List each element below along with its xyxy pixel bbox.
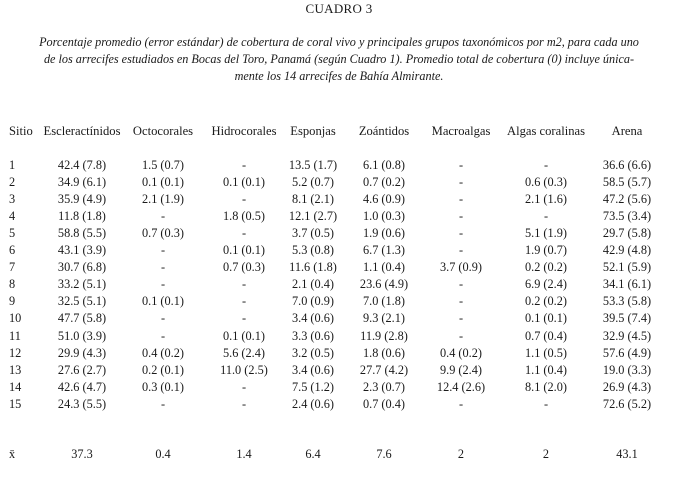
table-cell: 3.3 (0.6) (291, 328, 334, 343)
table-cell: 3.7 (0.9) (439, 260, 482, 275)
site-number: 8 (9, 277, 16, 292)
table-cell: - (241, 311, 247, 326)
mean-cell: 7.6 (376, 447, 392, 461)
table-cell: - (241, 226, 247, 241)
table-cell: 7.0 (1.8) (362, 294, 405, 309)
table-cell: 6.1 (0.8) (362, 158, 405, 172)
table-cell: 11.9 (2.8) (360, 328, 408, 343)
table-cell: 57.6 (4.9) (602, 345, 652, 360)
table-cell: 1.9 (0.7) (524, 243, 567, 258)
table-cell: 12.4 (2.6) (436, 379, 486, 394)
table-cell: - (543, 158, 549, 172)
table-cell: 32.5 (5.1) (57, 294, 107, 309)
site-number: 6 (9, 243, 16, 258)
table-cell: 1.8 (0.5) (222, 209, 265, 224)
table-cell: - (241, 277, 247, 292)
column-header: Zoántidos (358, 124, 410, 138)
table-cell: 1.5 (0.7) (141, 158, 184, 172)
table-cell: - (458, 192, 464, 207)
table-cell: 3.4 (0.6) (291, 311, 334, 326)
mean-cell: 2 (542, 447, 550, 461)
table-cell: 1.1 (0.4) (524, 362, 567, 377)
table-cell: 0.7 (0.3) (222, 260, 265, 275)
site-number: 12 (9, 345, 22, 360)
table-cell: - (241, 294, 247, 309)
table-cell: 0.2 (0.2) (524, 260, 567, 275)
table-cell: - (160, 277, 166, 292)
table-cell: 2.1 (1.9) (141, 192, 184, 207)
table-cell: 26.9 (4.3) (602, 379, 652, 394)
table-cell: 5.1 (1.9) (524, 226, 567, 241)
table-cell: 24.3 (5.5) (57, 396, 107, 411)
table-cell: - (543, 209, 549, 224)
column-header: Algas coralinas (507, 124, 585, 138)
site-number: 10 (9, 311, 22, 326)
table-cell: 6.9 (2.4) (524, 277, 567, 292)
table-cell: 51.0 (3.9) (57, 328, 107, 343)
mean-cell: 2 (457, 447, 465, 461)
table-cell: 3.7 (0.5) (291, 226, 334, 241)
table-cell: 47.2 (5.6) (602, 192, 652, 207)
table-cell: 8.1 (2.0) (524, 379, 567, 394)
table-cell: 34.9 (6.1) (57, 175, 107, 190)
table-cell: 3.2 (0.5) (291, 345, 334, 360)
table-cell: - (458, 209, 464, 224)
table-cell: 39.5 (7.4) (602, 311, 652, 326)
table-cell: - (241, 192, 247, 207)
table-cell: 6.7 (1.3) (362, 243, 405, 258)
table-cell: 0.3 (0.1) (141, 379, 184, 394)
column-header: Arena (611, 124, 643, 138)
caption-line: Porcentaje promedio (error estándar) de cobertura de coral vivo y principales grupos taxonómicos por m2, para cada uno (39, 35, 639, 49)
table-cell: 0.7 (0.2) (362, 175, 405, 190)
table-cell: 52.1 (5.9) (602, 260, 652, 275)
table-cell: 11.0 (2.5) (220, 362, 268, 377)
table-cell: 0.7 (0.4) (362, 396, 405, 411)
table-cell: - (160, 243, 166, 258)
table-cell: 1.8 (0.6) (362, 345, 405, 360)
site-number: 5 (9, 226, 16, 241)
table-cell: 0.1 (0.1) (222, 328, 265, 343)
table-cell: 4.6 (0.9) (362, 192, 405, 207)
column-header: Sitio (9, 124, 33, 138)
site-number: 3 (9, 192, 16, 207)
table-cell: - (241, 158, 247, 172)
table-cell: - (458, 158, 464, 172)
table-cell: - (241, 379, 247, 394)
table-cell: 0.1 (0.1) (222, 243, 265, 258)
table-cell: 29.9 (4.3) (57, 345, 107, 360)
table-cell: 9.3 (2.1) (362, 311, 405, 326)
table-cell: 2.1 (0.4) (291, 277, 334, 292)
table-cell: - (160, 209, 166, 224)
table-cell: 35.9 (4.9) (57, 192, 107, 207)
table-cell: - (160, 260, 166, 275)
table-cell: - (458, 311, 464, 326)
table-cell: - (458, 396, 464, 411)
column-header: Macroalgas (431, 124, 491, 138)
column-header: Escleractínidos (43, 124, 121, 138)
table-cell: 13.5 (1.7) (288, 158, 338, 172)
table-cell: - (458, 243, 464, 258)
table-cell: 1.9 (0.6) (362, 226, 405, 241)
table-cell: 2.1 (1.6) (524, 192, 567, 207)
table-cell: 19.0 (3.3) (602, 362, 652, 377)
table-cell: 11.8 (1.8) (58, 209, 106, 224)
table-cell: 3.4 (0.6) (291, 362, 334, 377)
mean-cell: 0.4 (155, 447, 171, 461)
mean-cell: 1.4 (236, 447, 252, 461)
table-cell: - (160, 328, 166, 343)
table-cell: 1.0 (0.3) (362, 209, 405, 224)
table-cell: 42.6 (4.7) (57, 379, 107, 394)
table-cell: 0.1 (0.1) (222, 175, 265, 190)
table-cell: 53.3 (5.8) (602, 294, 652, 309)
table-cell: 1.1 (0.5) (524, 345, 567, 360)
table-cell: 0.2 (0.1) (141, 362, 184, 377)
table-cell: 58.5 (5.7) (602, 175, 652, 190)
mean-symbol: x̄ (9, 447, 16, 461)
table-cell: - (160, 396, 166, 411)
table-cell: 33.2 (5.1) (57, 277, 107, 292)
table-cell: 30.7 (6.8) (57, 260, 107, 275)
table-cell: 27.6 (2.7) (57, 362, 107, 377)
table-cell: 8.1 (2.1) (291, 192, 334, 207)
caption-line: mente los 14 arrecifes de Bahía Almirante. (234, 69, 444, 83)
table-cell: 11.6 (1.8) (289, 260, 337, 275)
table-cell: - (458, 277, 464, 292)
table-cell: 0.7 (0.3) (141, 226, 184, 241)
site-number: 15 (9, 396, 22, 411)
table-cell: - (458, 226, 464, 241)
table-title: CUADRO 3 (305, 1, 373, 16)
column-header: Esponjas (290, 124, 336, 138)
table-cell: 2.3 (0.7) (362, 379, 405, 394)
table-cell: 0.1 (0.1) (141, 294, 184, 309)
table-cell: 5.3 (0.8) (291, 243, 334, 258)
table-cell: 27.7 (4.2) (359, 362, 409, 377)
table-cell: 34.1 (6.1) (602, 277, 652, 292)
table-cell: 7.0 (0.9) (291, 294, 334, 309)
table-cell: - (458, 328, 464, 343)
table-cell: - (543, 396, 549, 411)
table-cell: 73.5 (3.4) (602, 209, 652, 224)
table-cell: 2.4 (0.6) (291, 396, 334, 411)
site-number: 14 (9, 379, 22, 394)
site-number: 7 (9, 260, 16, 275)
table-cell: 42.4 (7.8) (57, 158, 107, 172)
table-cell: 47.7 (5.8) (57, 311, 107, 326)
site-number: 13 (9, 362, 22, 377)
site-number: 4 (9, 209, 16, 224)
table-cell: - (458, 175, 464, 190)
table-cell: 5.2 (0.7) (291, 175, 334, 190)
table-cell: 7.5 (1.2) (291, 379, 334, 394)
table-cell: 0.4 (0.2) (141, 345, 184, 360)
table-cell: 0.1 (0.1) (524, 311, 567, 326)
table-cell: 0.2 (0.2) (524, 294, 567, 309)
site-number: 11 (9, 328, 21, 343)
column-header: Octocorales (132, 124, 194, 138)
table-cell: - (241, 396, 247, 411)
table-cell: - (160, 311, 166, 326)
table-cell: 9.9 (2.4) (439, 362, 482, 377)
table-cell: 43.1 (3.9) (57, 243, 107, 258)
table-cell: 23.6 (4.9) (359, 277, 409, 292)
table-cell: 12.1 (2.7) (288, 209, 338, 224)
table-cell: 29.7 (5.8) (602, 226, 652, 241)
mean-cell: 37.3 (71, 447, 93, 461)
table-cell: 42.9 (4.8) (602, 243, 652, 258)
site-number: 2 (9, 175, 16, 190)
mean-cell: 43.1 (616, 447, 638, 461)
table-cell: 32.9 (4.5) (602, 328, 652, 343)
caption-line: de los arrecifes estudiados en Bocas del Toro, Panamá (según Cuadro 1). Promedio total de cobertura (0) incluye única- (43, 52, 635, 66)
table-cell: 36.6 (6.6) (602, 158, 652, 172)
table-cell: 1.1 (0.4) (362, 260, 405, 275)
column-header: Hidrocorales (211, 124, 277, 138)
table-cell: 0.1 (0.1) (141, 175, 184, 190)
table-cell: 72.6 (5.2) (602, 396, 652, 411)
table-cell: 0.6 (0.3) (524, 175, 567, 190)
table-cell: 58.8 (5.5) (57, 226, 107, 241)
site-number: 9 (9, 294, 16, 309)
table-cell: 0.4 (0.2) (439, 345, 482, 360)
table-cell: - (458, 294, 464, 309)
site-number: 1 (9, 158, 16, 172)
table-cell: 5.6 (2.4) (222, 345, 265, 360)
mean-cell: 6.4 (305, 447, 321, 461)
table-cell: 0.7 (0.4) (524, 328, 567, 343)
